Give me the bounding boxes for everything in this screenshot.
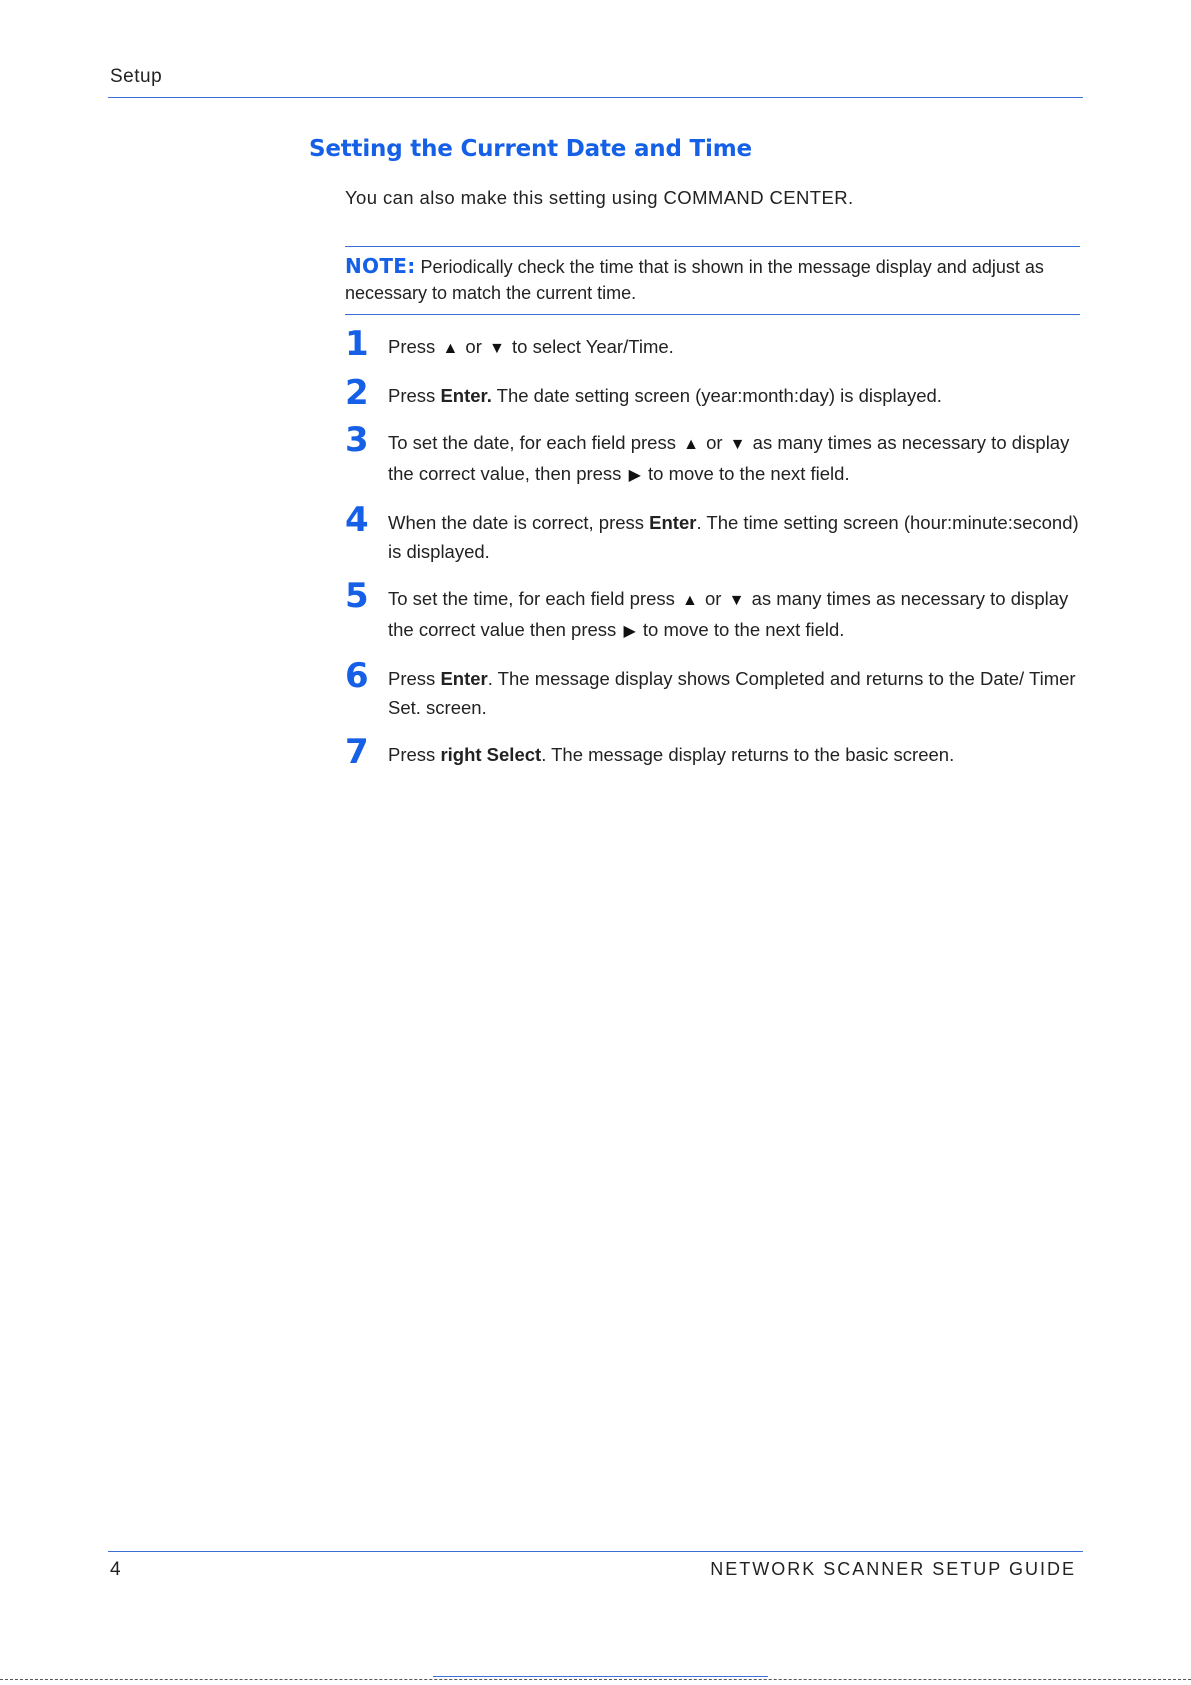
step-item [345,576,1085,646]
step-text-run: or [699,588,727,609]
step-text-run: . The time setting screen (hour:minute:second) is displayed. [388,512,1079,562]
link-underline [433,1676,768,1677]
step-item [345,324,1085,364]
header-divider [108,97,1083,98]
step-item [345,500,1085,566]
step-text-run: or [460,336,488,357]
page-edge-divider [0,1679,1191,1680]
step-text-run: . The message display shows Completed and returns to the Date/ Timer Set. screen. [388,668,1076,718]
step-text-run: as many times as necessary to display the correct value, then press [388,432,1070,484]
step-text [388,385,942,406]
step-item [345,732,1085,772]
right-arrow-icon: ▶ [623,623,636,640]
step-text-run: Press [388,668,441,689]
step-number: 4 [345,500,369,540]
step-text-run: to select Year/Time. [506,336,674,357]
step-text-run: When the date is correct, press [388,512,650,533]
up-arrow-icon: ▲ [682,592,698,609]
up-arrow-icon: ▲ [442,340,459,357]
down-arrow-icon: ▼ [729,436,746,453]
step-text-run: to move to the next field. [637,619,845,640]
step-number: 2 [345,373,369,413]
step-text-run: to move to the next field. [642,463,850,484]
note-label: NOTE: [345,254,416,278]
up-arrow-icon: ▲ [683,436,699,453]
step-item [345,656,1085,722]
step-number: 3 [345,420,369,460]
step-item [345,373,1085,413]
step-text [388,588,1068,640]
right-arrow-icon: ▶ [628,467,641,484]
step-text [388,512,1079,562]
step-number: 5 [345,576,369,616]
step-text [388,432,1069,484]
step-text-run: as many times as necessary to display the correct value then press [388,588,1069,640]
step-text-run: Press [388,385,441,406]
page-number: 4 [110,1559,121,1580]
step-text-run: To set the time, for each field press [388,588,681,609]
steps-list [345,324,1085,772]
guide-title: NETWORK SCANNER SETUP GUIDE [710,1559,1076,1579]
step-text [388,744,954,765]
step-text [388,668,1076,718]
note-box [345,246,1080,315]
step-text-run: or [700,432,728,453]
step-text-run: . The message display returns to the basic screen. [541,744,955,765]
section-title: Setting the Current Date and Time [309,136,752,162]
step-key-name: right Select [440,744,542,765]
running-header: Setup [110,66,163,87]
note-text: Periodically check the time that is shown in the message display and adjust as necessary to match the current time. [345,257,1044,303]
footer-divider [108,1551,1083,1552]
step-number: 7 [345,732,369,772]
step-text-run: Press [388,744,441,765]
step-text-run: Press [388,336,441,357]
step-number: 6 [345,656,369,696]
step-number: 1 [345,324,369,364]
down-arrow-icon: ▼ [728,592,745,609]
step-text-run: The date setting screen (year:month:day) is displayed. [491,385,942,406]
down-arrow-icon: ▼ [489,340,505,357]
step-text-run: To set the date, for each field press [388,432,682,453]
step-text [388,336,674,357]
intro-text: You can also make this setting using COMMAND CENTER. [345,187,854,208]
step-key-name: Enter [649,512,697,533]
step-item [345,420,1085,490]
step-key-name: Enter [440,668,488,689]
step-key-name: Enter. [440,385,492,406]
